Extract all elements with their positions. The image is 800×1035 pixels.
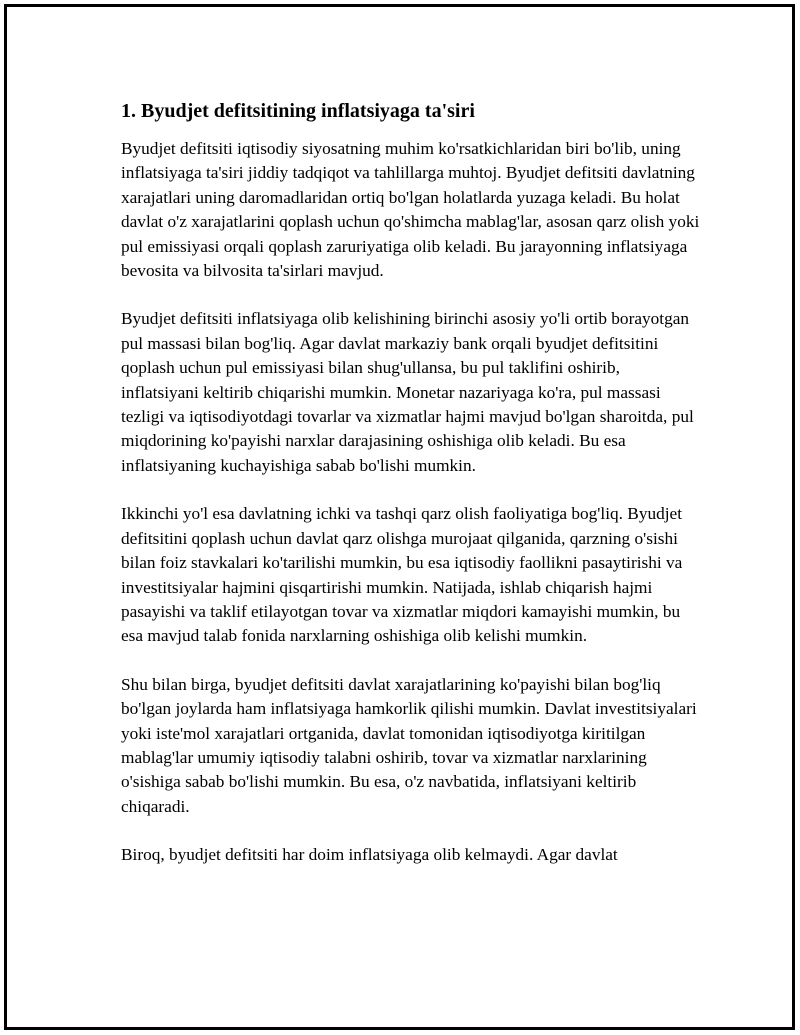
paragraph: Byudjet defitsiti iqtisodiy siyosatning muhim ko'rsatkichlaridan biri bo'lib, uning inflatsiyaga ta'siri jiddiy tadqiqot va tahlillarga muhtoj. Byudjet defitsiti davlatning xarajatlari uning daromadlaridan ortiq bo'lgan holatlarda yuzaga keladi. Bu holat davlat o'z xarajatlarini qoplash uchun qo'shimcha mablag'lar, asosan qarz olish yoki pul emissiyasi orqali qoplash zaruriyatiga olib keladi. Bu jarayonning inflatsiyaga bevosita va bilvosita ta'sirlari mavjud. bbox=[121, 139, 700, 281]
document-body bbox=[121, 97, 701, 892]
paragraph: Byudjet defitsiti inflatsiyaga olib kelishining birinchi asosiy yo'li ortib borayotgan pul massasi bilan bog'liq. Agar davlat markaziy bank orqali byudjet defitsitini qoplash uchun pul emissiyasi bilan shug'ullansa, bu pul taklifini oshirib, inflatsiyani keltirib chiqarishi mumkin. Monetar nazariyaga ko'ra, pul massasi tezligi va iqtisodiyotdagi tovarlar va xizmatlar hajmi mavjud bo'lgan sharoitda, pul miqdorining ko'payishi narxlar darajasining oshishiga olib keladi. Bu esa inflatsiyaning kuchayishiga sabab bo'lishi mumkin. bbox=[121, 309, 694, 475]
page-frame bbox=[4, 4, 795, 1030]
paragraph: Shu bilan birga, byudjet defitsiti davlat xarajatlarining ko'payishi bilan bog'liq bo'lgan joylarda ham inflatsiyaga hamkorlik qilishi mumkin. Davlat investitsiyalari yoki iste'mol xarajatlari ortganida, davlat tomonidan iqtisodiyotga kiritilgan mablag'lar umumiy iqtisodiy talabni oshirib, tovar va xizmatlar narxlarining o'sishiga sabab bo'lishi mumkin. Bu esa, o'z navbatida, inflatsiyani keltirib chiqaradi. bbox=[121, 674, 697, 816]
paragraph: Biroq, byudjet defitsiti har doim inflatsiyaga olib kelmaydi. Agar davlat bbox=[121, 845, 618, 865]
paragraph: Ikkinchi yo'l esa davlatning ichki va tashqi qarz olish faoliyatiga bog'liq. Byudjet defitsitini qoplash uchun davlat qarz olishga murojaat qilganida, qarzning o'sishi bilan foiz stavkalari ko'tarilishi mumkin, bu esa iqtisodiy faollikni pasaytirishi va investitsiyalar hajmini qisqartirishi mumkin. Natijada, ishlab chiqarish hajmi pasayishi va taklif etilayotgan tovar va xizmatlar miqdori kamayishi mumkin, bu esa mavjud talab fonida narxlarning oshishiga olib kelishi mumkin. bbox=[121, 504, 683, 646]
section-heading: 1. Byudjet defitsitining inflatsiyaga ta'siri bbox=[121, 100, 475, 122]
